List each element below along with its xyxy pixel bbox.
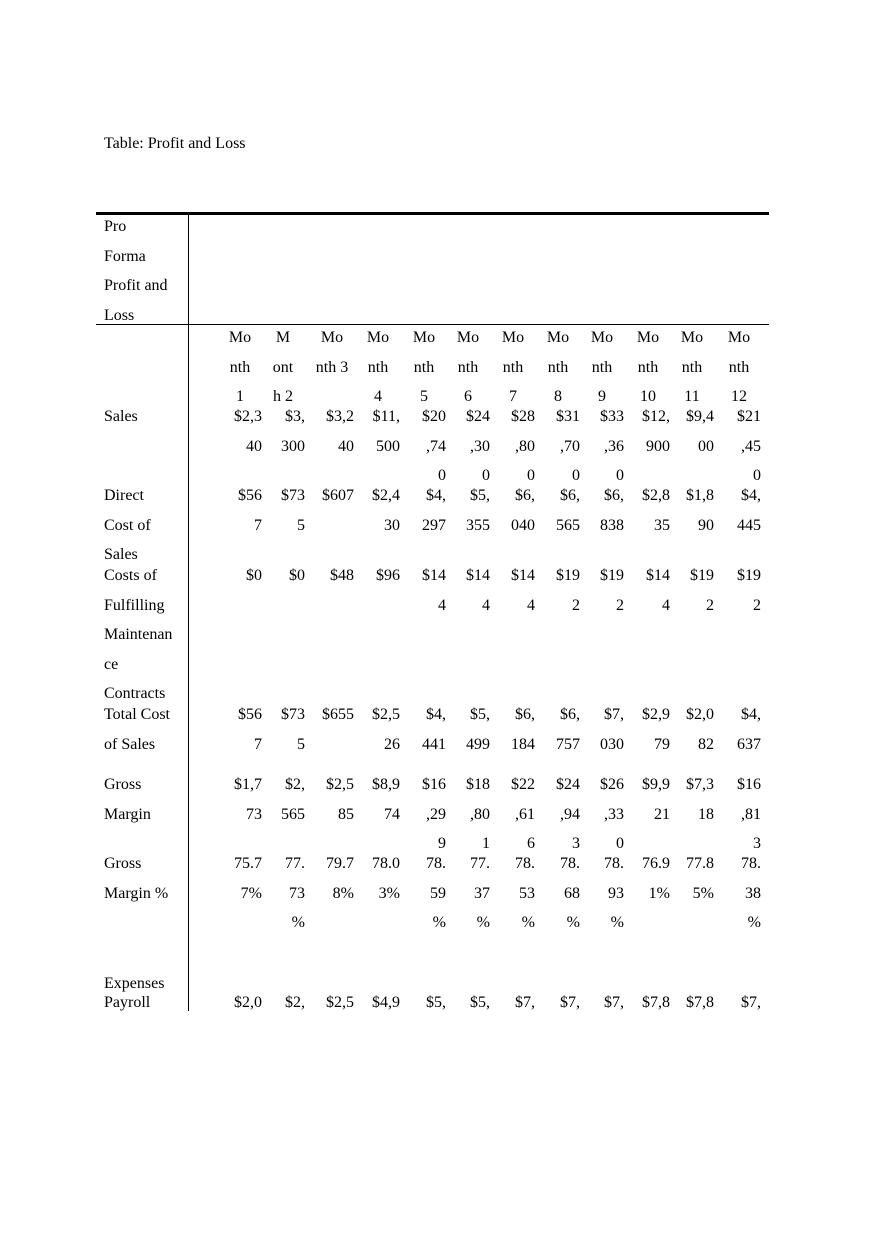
table-cell: $16 ,29 9 [422, 776, 446, 852]
table-cell: $7, [741, 994, 761, 1011]
month-header: M ont h 2 [272, 329, 294, 405]
table-cell: $6, 565 [556, 487, 580, 534]
month-header: Mo nth 7 [501, 329, 525, 405]
table-cell: $96 [376, 567, 400, 584]
table-cell: $2, [285, 994, 305, 1011]
table-cell: $14 4 [422, 567, 446, 614]
table-cell: $48 [330, 567, 354, 584]
table-cell: $5, 355 [466, 487, 490, 534]
table-cell: $19 2 [600, 567, 624, 614]
table-cell: $3,2 40 [326, 408, 354, 455]
table-cell: $26 ,33 0 [600, 776, 624, 852]
table-cell: $2,0 82 [686, 706, 714, 753]
table-cell: $2,9 79 [642, 706, 670, 753]
table-cell: $6, 040 [511, 487, 535, 534]
table-cell: 77.8 5% [686, 855, 714, 902]
month-header: Mo nth 12 [727, 329, 751, 405]
month-header: Mo nth 6 [456, 329, 480, 405]
table-cell: 79.7 8% [326, 855, 354, 902]
table-cell: 78. 38 % [741, 855, 761, 931]
table-cell: $7, 030 [600, 706, 624, 753]
table-cell: 78. 59 % [426, 855, 446, 931]
month-header: Mo nth 9 [590, 329, 614, 405]
row-label: Expenses [104, 975, 165, 992]
month-header: Mo nth 5 [412, 329, 436, 405]
table-cell: $19 2 [737, 567, 761, 614]
table-cell: $2,4 30 [372, 487, 400, 534]
table-cell: $56 7 [238, 706, 262, 753]
month-header: Mo nth 8 [546, 329, 570, 405]
table-cell: $14 4 [466, 567, 490, 614]
table-cell: $2,5 26 [372, 706, 400, 753]
table-cell: $6, 184 [511, 706, 535, 753]
table-cell: $5, [470, 994, 490, 1011]
table-cell: $2,5 [326, 994, 354, 1011]
table-cell: $7,8 [686, 994, 714, 1011]
table-cell: $21 ,45 0 [737, 408, 761, 484]
table-cell: $0 [246, 567, 262, 584]
table-cell: $1,8 90 [686, 487, 714, 534]
table-cell: 78.0 3% [372, 855, 400, 902]
table-cell: $2,5 85 [326, 776, 354, 823]
table-cell: $4, 445 [737, 487, 761, 534]
table-cell: $2,0 [234, 994, 262, 1011]
table-cell: $22 ,61 6 [511, 776, 535, 852]
table-top-rule [96, 212, 769, 215]
table-cell: $4, 297 [422, 487, 446, 534]
table-cell: 77. 73 % [285, 855, 305, 931]
table-cell: $7, [515, 994, 535, 1011]
row-label: Total Cost of Sales [104, 706, 170, 753]
table-cell: $655 [322, 706, 354, 723]
table-cell: $6, 838 [600, 487, 624, 534]
table-cell: $2,3 40 [234, 408, 262, 455]
table-cell: $14 4 [511, 567, 535, 614]
table-cell: $73 5 [281, 706, 305, 753]
table-cell: $2, 565 [281, 776, 305, 823]
table-caption: Table: Profit and Loss [104, 135, 246, 152]
table-cell: $5, [426, 994, 446, 1011]
table-cell: $19 2 [556, 567, 580, 614]
table-cell: $12, 900 [642, 408, 670, 455]
table-cell: $24 ,30 0 [466, 408, 490, 484]
table-cell: $0 [289, 567, 305, 584]
table-cell: $16 ,81 3 [737, 776, 761, 852]
table-cell: $6, 757 [556, 706, 580, 753]
table-cell: $56 7 [238, 487, 262, 534]
table-cell: 75.7 7% [234, 855, 262, 902]
table-cell: $2,8 35 [642, 487, 670, 534]
table-cell: $7, [604, 994, 624, 1011]
month-header: Mo nth 3 [315, 329, 349, 376]
table-cell: $9,9 21 [642, 776, 670, 823]
row-label: Sales [104, 408, 138, 425]
row-label: Gross Margin [104, 776, 151, 823]
table-cell: $19 2 [690, 567, 714, 614]
table-cell: $11, 500 [372, 408, 400, 455]
table-cell: $4,9 [372, 994, 400, 1011]
table-cell: $18 ,80 1 [466, 776, 490, 852]
table-cell: $20 ,74 0 [422, 408, 446, 484]
row-label: Gross Margin % [104, 855, 169, 902]
table-cell: $28 ,80 0 [511, 408, 535, 484]
table-cell: $14 4 [646, 567, 670, 614]
month-header: Mo nth 11 [680, 329, 704, 405]
table-cell: 77. 37 % [470, 855, 490, 931]
row-label: Direct Cost of Sales [104, 487, 151, 563]
table-cell: $4, 637 [737, 706, 761, 753]
table-cell: $4, 441 [422, 706, 446, 753]
stub-column-divider [188, 213, 189, 1011]
table-cell: $24 ,94 3 [556, 776, 580, 852]
row-label: Payroll [104, 994, 151, 1011]
table-cell: 78. 53 % [515, 855, 535, 931]
table-cell: $9,4 00 [686, 408, 714, 455]
month-header: Mo nth 4 [366, 329, 390, 405]
table-cell: $7, [560, 994, 580, 1011]
table-cell: $31 ,70 0 [556, 408, 580, 484]
table-cell: $73 5 [281, 487, 305, 534]
table-cell: 78. 68 % [560, 855, 580, 931]
month-header: Mo nth 1 [228, 329, 252, 405]
table-cell: $8,9 74 [372, 776, 400, 823]
table-cell: $33 ,36 0 [600, 408, 624, 484]
table-cell: $7,8 [642, 994, 670, 1011]
table-cell: 78. 93 % [604, 855, 624, 931]
table-cell: $1,7 73 [234, 776, 262, 823]
table-cell: $7,3 18 [686, 776, 714, 823]
row-label: Costs of Fulfilling Maintenan ce Contracts [104, 567, 173, 702]
stub-header: Pro Forma Profit and Loss [104, 218, 168, 324]
table-cell: $607 [322, 487, 354, 504]
table-cell: $3, 300 [281, 408, 305, 455]
table-cell: $5, 499 [466, 706, 490, 753]
table-cell: 76.9 1% [642, 855, 670, 902]
month-header: Mo nth 10 [636, 329, 660, 405]
